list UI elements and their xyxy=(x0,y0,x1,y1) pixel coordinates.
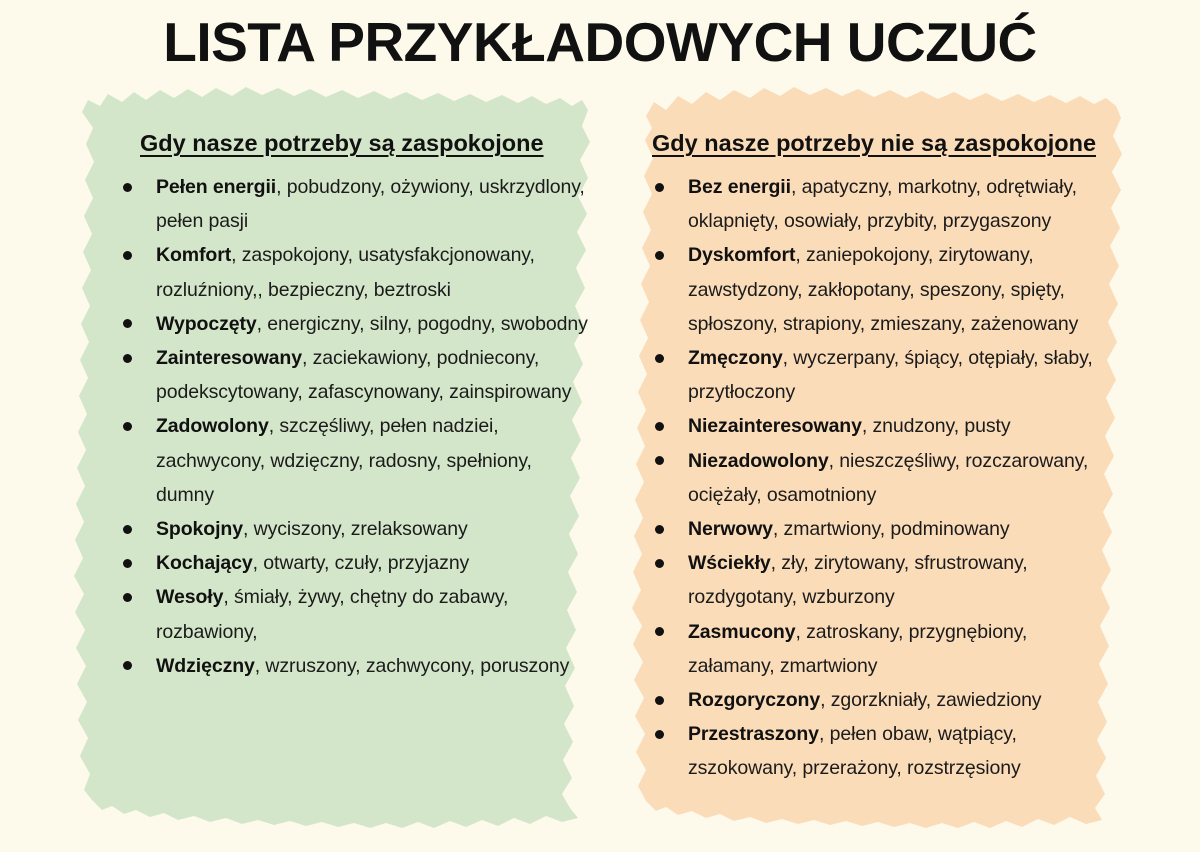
feeling-rest: , wyczerpany, śpiący, otępiały, słaby, przytłoczony xyxy=(688,347,1093,404)
feelings-list-needs-met xyxy=(120,170,590,683)
feeling-rest: , energiczny, silny, pogodny, swobodny xyxy=(256,312,588,335)
feeling-rest: , pełen obaw, wątpiący, zszokowany, przerażony, rozstrzęsiony xyxy=(688,723,1021,780)
feeling-lead: Komfort xyxy=(156,244,232,267)
list-item xyxy=(652,444,1114,512)
list-item xyxy=(652,341,1114,409)
feeling-lead: Pełen energii xyxy=(156,176,277,198)
feelings-list-needs-unmet xyxy=(652,170,1114,786)
list-item xyxy=(120,341,590,409)
list-item xyxy=(120,409,590,512)
feeling-lead: Nerwowy xyxy=(688,518,773,541)
feeling-lead: Zainteresowany xyxy=(156,347,302,370)
list-item xyxy=(652,683,1114,717)
feeling-rest: , zaciekawiony, podniecony, podekscytowany, zafascynowany, zainspirowany xyxy=(156,347,572,404)
feeling-rest: , zmartwiony, podminowany xyxy=(772,518,1010,541)
feeling-rest: , zaniepokojony, zirytowany, zawstydzony, zakłopotany, speszony, spięty, spłoszony, strapiony, zmieszany, zażenowany xyxy=(688,244,1079,335)
panel-needs-unmet xyxy=(632,86,1124,828)
feeling-rest: , śmiały, żywy, chętny do zabawy, rozbawiony, xyxy=(156,586,509,643)
list-item xyxy=(652,238,1114,341)
feeling-rest: , zatroskany, przygnębiony, załamany, zmartwiony xyxy=(688,620,1028,677)
feeling-lead: Rozgoryczony xyxy=(688,689,821,712)
feeling-rest: , pobudzony, ożywiony, uskrzydlony, pełen pasji xyxy=(156,176,585,233)
panel-needs-met xyxy=(74,86,594,828)
list-item xyxy=(652,615,1114,683)
column-header-needs-unmet: Gdy nasze potrzeby nie są zaspokojone xyxy=(652,130,1097,156)
feeling-lead: Niezadowolony xyxy=(688,449,829,472)
feeling-rest: , wyciszony, zrelaksowany xyxy=(242,518,468,541)
list-item xyxy=(120,580,590,648)
list-item xyxy=(120,649,590,683)
feeling-lead: Bez energii xyxy=(688,176,791,198)
list-item xyxy=(652,546,1114,614)
feeling-lead: Spokojny xyxy=(156,518,243,541)
feeling-lead: Zmęczony xyxy=(688,347,783,370)
feeling-rest: , zaspokojony, usatysfakcjonowany, rozluźniony,, bezpieczny, beztroski xyxy=(156,244,535,301)
feeling-lead: Wesoły xyxy=(156,586,224,609)
list-item xyxy=(120,238,590,306)
feeling-lead: Kochający xyxy=(156,552,253,575)
feeling-lead: Niezainteresowany xyxy=(688,415,862,438)
feeling-rest: , wzruszony, zachwycony, poruszony xyxy=(254,654,570,677)
feeling-rest: , otwarty, czuły, przyjazny xyxy=(252,552,470,575)
list-item xyxy=(652,409,1114,443)
feeling-lead: Przestraszony xyxy=(688,723,819,746)
list-item xyxy=(652,512,1114,546)
feeling-rest: , nieszczęśliwy, rozczarowany, ociężały, osamotniony xyxy=(688,449,1089,506)
list-item xyxy=(652,717,1114,785)
feeling-lead: Dyskomfort xyxy=(688,244,796,267)
list-item xyxy=(652,170,1114,238)
list-item xyxy=(120,512,590,546)
feeling-lead: Zasmucony xyxy=(688,620,796,643)
column-header-needs-met: Gdy nasze potrzeby są zaspokojone xyxy=(140,130,544,156)
feeling-rest: , szczęśliwy, pełen nadziei, zachwycony, wdzięczny, radosny, spełniony, dumny xyxy=(156,415,532,506)
feeling-rest: , znudzony, pusty xyxy=(861,415,1011,438)
feeling-lead: Wypoczęty xyxy=(156,312,257,335)
feeling-lead: Zadowolony xyxy=(156,415,269,438)
list-item xyxy=(120,307,590,341)
page-title: LISTA PRZYKŁADOWYCH UCZUĆ xyxy=(163,11,1037,73)
feeling-rest: , zły, zirytowany, sfrustrowany, rozdygotany, wzburzony xyxy=(688,552,1028,609)
list-item xyxy=(120,170,590,238)
feeling-lead: Wdzięczny xyxy=(156,654,255,677)
feeling-lead: Wściekły xyxy=(688,552,771,575)
feeling-rest: , zgorzkniały, zawiedziony xyxy=(820,689,1042,712)
feeling-rest: , apatyczny, markotny, odrętwiały, oklapnięty, osowiały, przybity, przygaszony xyxy=(688,176,1077,233)
list-item xyxy=(120,546,590,580)
